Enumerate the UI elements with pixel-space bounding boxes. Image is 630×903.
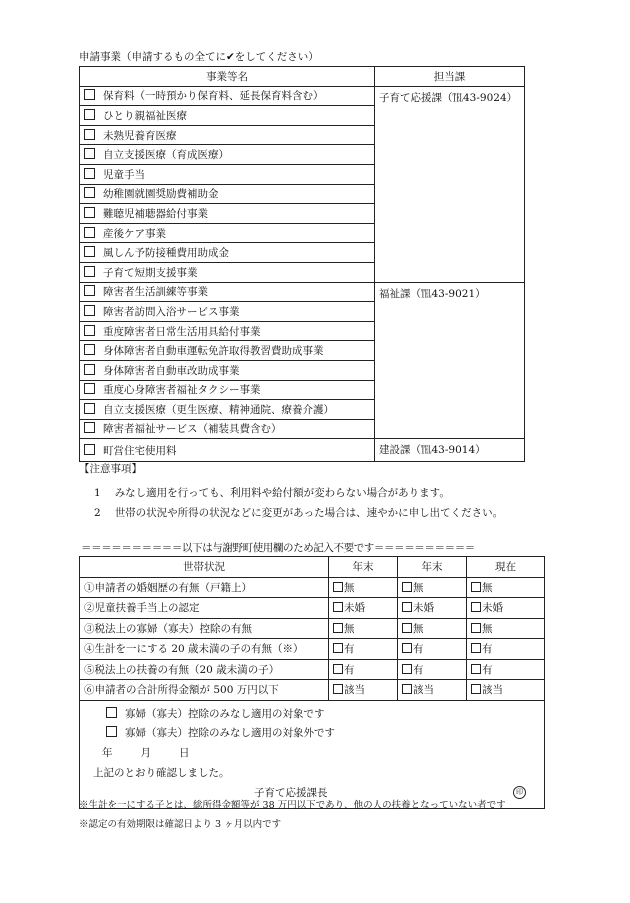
status-option-value: 無 bbox=[482, 622, 493, 635]
status-option-cell bbox=[329, 639, 398, 660]
status-option-value: 有 bbox=[344, 643, 355, 656]
service-name: 難聴児補聴器給付事業 bbox=[103, 207, 208, 220]
checkbox[interactable] bbox=[471, 602, 481, 612]
note-number: 1 bbox=[94, 487, 101, 499]
checkbox[interactable] bbox=[333, 684, 343, 694]
service-cell bbox=[80, 262, 375, 282]
notes-title: 【注意事項】 bbox=[79, 463, 142, 475]
service-name: 町営住宅使用料 bbox=[103, 444, 177, 457]
note-1 bbox=[94, 485, 450, 500]
service-cell bbox=[80, 419, 375, 439]
service-name: 障害者生活訓練等事業 bbox=[103, 286, 208, 299]
confirmation-row bbox=[80, 700, 545, 808]
checkbox[interactable] bbox=[402, 582, 412, 592]
service-row bbox=[80, 282, 525, 302]
status-option-cell bbox=[329, 598, 398, 619]
status-row bbox=[80, 598, 545, 619]
status-option-cell bbox=[398, 680, 467, 701]
service-name: 未熟児養育医療 bbox=[103, 129, 177, 142]
date-year: 年 bbox=[102, 746, 113, 759]
status-option-value: 該当 bbox=[482, 684, 503, 697]
date-month: 月 bbox=[140, 746, 151, 759]
status-label: ⑤税法上の扶養の有無（20 歳未満の子） bbox=[80, 659, 329, 680]
service-cell bbox=[80, 204, 375, 224]
status-option-cell bbox=[329, 680, 398, 701]
note-text: 世帯の状況や所得の状況などに変更があった場合は、速やかに申し出てください。 bbox=[114, 507, 504, 519]
services-table bbox=[79, 66, 525, 462]
service-cell bbox=[80, 302, 375, 322]
checkbox[interactable] bbox=[84, 403, 95, 414]
status-option-value: 未婚 bbox=[413, 602, 434, 615]
service-cell bbox=[80, 106, 375, 126]
service-cell bbox=[80, 380, 375, 400]
checkbox[interactable] bbox=[402, 643, 412, 653]
service-name: 自立支援医療（育成医療） bbox=[103, 149, 229, 162]
status-row bbox=[80, 659, 545, 680]
department-cell: 建設課（℡43-9014） bbox=[375, 439, 525, 462]
service-name: 自立支援医療（更生医療、精神通院、療養介護） bbox=[103, 403, 334, 416]
service-name: 産後ケア事業 bbox=[103, 227, 166, 240]
service-cell bbox=[80, 145, 375, 165]
checkbox[interactable] bbox=[471, 582, 481, 592]
service-name: 保育料（一時預かり保育料、延長保育料含む） bbox=[103, 90, 324, 103]
checkbox[interactable] bbox=[84, 89, 95, 100]
status-label: ②児童扶養手当上の認定 bbox=[80, 598, 329, 619]
service-name: 幼稚園就園奨励費補助金 bbox=[103, 188, 219, 201]
service-name: 身体障害者自動車改助成事業 bbox=[103, 364, 240, 377]
status-option-cell bbox=[398, 639, 467, 660]
service-cell bbox=[80, 282, 375, 302]
date-day: 日 bbox=[179, 746, 190, 759]
status-option-value: 無 bbox=[413, 581, 424, 594]
status-table bbox=[79, 556, 545, 809]
service-cell bbox=[80, 243, 375, 263]
header-year-end-2: 年末 bbox=[398, 557, 467, 578]
status-option-cell bbox=[329, 618, 398, 639]
checkbox[interactable] bbox=[471, 684, 481, 694]
checkbox[interactable] bbox=[84, 148, 95, 159]
header-department: 担当課 bbox=[375, 67, 525, 87]
status-option-value: 未婚 bbox=[482, 602, 503, 615]
checkbox[interactable] bbox=[333, 623, 343, 633]
checkbox[interactable] bbox=[333, 664, 343, 674]
status-row bbox=[80, 577, 545, 598]
signer-title: 子育て応援課長 bbox=[254, 786, 328, 799]
checkbox[interactable] bbox=[402, 623, 412, 633]
footnote-2: ※認定の有効期限は確認日より 3 ヶ月以内です bbox=[79, 819, 282, 830]
header-household: 世帯状況 bbox=[80, 557, 329, 578]
office-divider: ＝＝＝＝＝＝＝＝＝＝以下は与謝野町使用欄のため記入不要です＝＝＝＝＝＝＝＝＝＝ bbox=[81, 542, 475, 554]
confirmation-block bbox=[80, 700, 545, 808]
service-name: 重度心身障害者福祉タクシー事業 bbox=[103, 384, 261, 397]
department-cell: 福祉課（℡43-9021） bbox=[375, 282, 525, 439]
service-cell bbox=[80, 184, 375, 204]
status-option-cell bbox=[329, 659, 398, 680]
service-cell bbox=[80, 360, 375, 380]
status-row bbox=[80, 639, 545, 660]
status-option-cell bbox=[329, 577, 398, 598]
checkbox[interactable] bbox=[84, 444, 95, 455]
service-cell bbox=[80, 223, 375, 243]
checkbox[interactable] bbox=[84, 285, 95, 296]
checkbox[interactable] bbox=[333, 582, 343, 592]
checkbox[interactable] bbox=[84, 227, 95, 238]
checkbox[interactable] bbox=[402, 664, 412, 674]
status-option-cell bbox=[467, 598, 545, 619]
date-line bbox=[102, 745, 190, 760]
seal-mark bbox=[513, 785, 526, 799]
status-option-value: 該当 bbox=[413, 684, 434, 697]
status-option-value: 無 bbox=[344, 622, 355, 635]
status-option-cell bbox=[398, 659, 467, 680]
service-name: 重度障害者日常生活用具給付事業 bbox=[103, 325, 261, 338]
status-option-value: 有 bbox=[344, 663, 355, 676]
checkbox[interactable] bbox=[84, 168, 95, 179]
service-name: ひとり親福祉医療 bbox=[103, 109, 187, 122]
section-title: 申請事業（申請するもの全てに✔をしてください） bbox=[79, 51, 319, 63]
service-name: 児童手当 bbox=[103, 168, 145, 181]
checkbox[interactable] bbox=[471, 623, 481, 633]
status-option-cell bbox=[467, 639, 545, 660]
status-option-value: 無 bbox=[413, 622, 424, 635]
status-label: ③税法上の寡婦（寡夫）控除の有無 bbox=[80, 618, 329, 639]
checkbox[interactable] bbox=[84, 129, 95, 140]
status-label: ①申請者の婚姻歴の有無（戸籍上） bbox=[80, 577, 329, 598]
status-option-value: 該当 bbox=[344, 684, 365, 697]
services-header-row bbox=[80, 67, 525, 87]
header-current: 現在 bbox=[467, 557, 545, 578]
service-row bbox=[80, 86, 525, 106]
status-option-cell bbox=[467, 659, 545, 680]
footnote-1: ※生計を一にする子とは、総所得金額等が 38 万円以下であり、他の人の扶養となっていない者です bbox=[79, 800, 506, 811]
header-service-name: 事業等名 bbox=[80, 67, 375, 87]
checkbox[interactable] bbox=[84, 383, 95, 394]
checkbox[interactable] bbox=[471, 643, 481, 653]
status-option-value: 有 bbox=[413, 643, 424, 656]
status-option-cell bbox=[398, 577, 467, 598]
checkbox[interactable] bbox=[84, 422, 95, 433]
status-header-row bbox=[80, 557, 545, 578]
department-cell: 子育て応援課（℡43-9024） bbox=[375, 86, 525, 282]
status-option-cell bbox=[467, 680, 545, 701]
service-cell bbox=[80, 86, 375, 106]
checkbox[interactable] bbox=[471, 664, 481, 674]
checkbox[interactable] bbox=[402, 602, 412, 612]
service-name: 子育て短期支援事業 bbox=[103, 266, 198, 279]
note-text: みなし適用を行っても、利用料や給付額が変わらない場合があります。 bbox=[114, 487, 450, 499]
checkbox[interactable] bbox=[402, 684, 412, 694]
option-ineligible-label: 寡婦（寡夫）控除のみなし適用の対象外です bbox=[125, 726, 335, 739]
service-row bbox=[80, 439, 525, 462]
status-option-value: 有 bbox=[413, 663, 424, 676]
status-option-cell bbox=[467, 618, 545, 639]
status-option-value: 有 bbox=[482, 643, 493, 656]
service-cell bbox=[80, 125, 375, 145]
option-eligible-label: 寡婦（寡夫）控除のみなし適用の対象です bbox=[125, 707, 325, 720]
checkbox[interactable] bbox=[106, 707, 117, 718]
checkbox[interactable] bbox=[84, 109, 95, 120]
status-option-value: 無 bbox=[482, 581, 493, 594]
seal-icon: 印 bbox=[513, 786, 526, 799]
service-name: 障害者訪問入浴サービス事業 bbox=[103, 305, 240, 318]
service-cell bbox=[80, 439, 375, 462]
checkbox[interactable] bbox=[84, 246, 95, 257]
checkbox[interactable] bbox=[333, 602, 343, 612]
header-year-end-1: 年末 bbox=[329, 557, 398, 578]
status-option-cell bbox=[398, 618, 467, 639]
status-row bbox=[80, 618, 545, 639]
service-name: 身体障害者自動車運転免許取得教習費助成事業 bbox=[103, 345, 324, 358]
checkbox[interactable] bbox=[84, 266, 95, 277]
confirmation-text: 上記のとおり確認しました。 bbox=[93, 766, 230, 779]
service-cell bbox=[80, 321, 375, 341]
option-ineligible bbox=[106, 725, 335, 740]
service-cell bbox=[80, 400, 375, 420]
checkbox[interactable] bbox=[333, 643, 343, 653]
status-label: ④生計を一にする 20 歳未満の子の有無（※） bbox=[80, 639, 329, 660]
checkbox[interactable] bbox=[84, 187, 95, 198]
service-cell bbox=[80, 164, 375, 184]
status-option-value: 有 bbox=[482, 663, 493, 676]
service-name: 風しん予防接種費用助成金 bbox=[103, 247, 229, 260]
checkbox[interactable] bbox=[84, 305, 95, 316]
checkbox[interactable] bbox=[84, 344, 95, 355]
checkbox[interactable] bbox=[84, 364, 95, 375]
status-label: ⑥申請者の合計所得金額が 500 万円以下 bbox=[80, 680, 329, 701]
note-2 bbox=[94, 505, 503, 520]
status-option-value: 未婚 bbox=[344, 602, 365, 615]
status-option-cell bbox=[398, 598, 467, 619]
option-eligible bbox=[106, 706, 325, 721]
status-row bbox=[80, 680, 545, 701]
status-option-value: 無 bbox=[344, 581, 355, 594]
status-option-cell bbox=[467, 577, 545, 598]
checkbox[interactable] bbox=[106, 726, 117, 737]
service-name: 障害者福祉サービス（補装具費含む） bbox=[103, 423, 282, 436]
checkbox[interactable] bbox=[84, 325, 95, 336]
note-number: 2 bbox=[94, 507, 101, 519]
service-cell bbox=[80, 341, 375, 361]
checkbox[interactable] bbox=[84, 207, 95, 218]
